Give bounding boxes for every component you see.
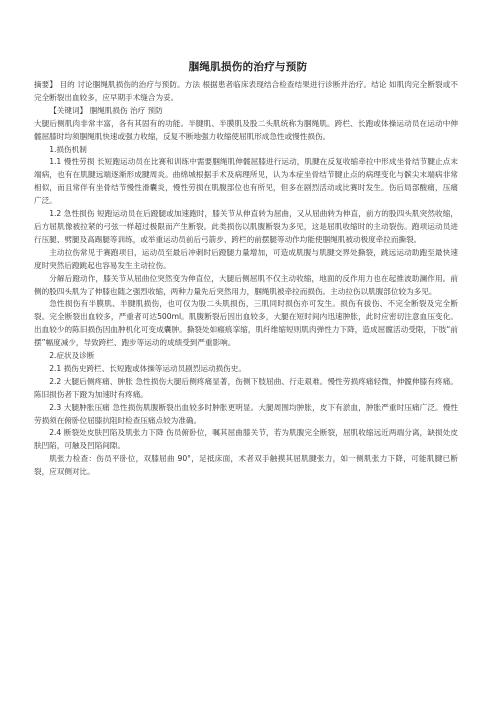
paragraph-tension-exam: 肌张力检查：伤员平卧位，双膝屈曲 90°，足抵床面，术者双手触摸其屈肌腱张力，如一侧肌张力下降，可能肌腱已断裂，应双侧对比。 <box>34 454 458 477</box>
paragraph-tenderness: 2.3 大腿肿胀压痛 急性损伤肌腹断裂出血较多时肿胀更明显。大腿周围均肿胀，皮下有淤血，肿胀严重时压痛广泛。慢性劳损须在俯卧位屈膝抗阻时检查压痛点较为准确。 <box>34 402 458 425</box>
paragraph-depression-tension: 2.4 断裂处皮肤凹陷及肌张力下降 伤员俯卧位，嘱其屈曲膝关节，若为肌腹完全断裂，屈肌收缩远近两端分离，缺损处皮肤凹陷，可触及凹陷间隙。 <box>34 428 458 451</box>
document-title: 腘绳肌损伤的治疗与预防 <box>188 61 308 73</box>
paragraph-chronic-strain: 1.1 慢性劳损 长短跑运动员在比赛和训练中需要腘绳肌伸髋屈膝进行运动，肌腱在反复收缩牵拉中形成坐骨结节腱止点末端病，也有在肌腱远端逐渐形成腱周炎。曲绵城根据手术及病理所见，认为本症坐骨结节腱止点的病理变化与髌尖末端病非常相似，而且常伴有坐骨结节慢性滑囊炎，慢性劳损在肌腹部位也有所见，但多在剧烈活动或比赛时发生。伤后局部酸痛，压痛广泛。 <box>34 157 458 206</box>
document-body <box>34 79 458 479</box>
keywords-line: 【关键词】 腘绳肌损伤 治疗 预防 <box>49 105 163 115</box>
paragraph-active-strain: 主动拉伤常见于赛跑项目，运动员至最后冲刺时后蹬腿力量增加，可造成肌腹与肌腱交界处撕裂，跳远运动助跑至最快速度时突然后蹬跳起也容易发生主动拉伤。 <box>34 247 458 270</box>
paragraph-injury-history: 2.1 损伤史跨栏、长短跑或体操等运动员剧烈运动损伤史。 <box>49 363 246 373</box>
paragraph-acute-injury: 1.2 急性损伤 短跑运动员在后蹬腿或加速跑时，膝关节从伸直转为屈曲，又从屈曲转为伸直，前方的股四头肌突然收缩，后方屈肌像被拉紧的弓弦一样超过极限而产生断裂。此类损伤以肌腹断裂为多见，这是屈肌收缩时的主动裂伤。跑项运动员进行压腿、劈腿及高踢腿等训练，或举重运动员前后弓箭步、跨栏的前摆腿等动作均能使腘绳肌被动极度牵拉而撕裂。 <box>34 209 458 244</box>
paragraph-acute-types: 急性损伤有半膜肌、半腱肌损伤，也可仅为股二头肌损伤，三肌同时损伤亦可发生。损伤有拔伤、不完全断裂及完全断裂。完全断裂出血较多，严重者可达500ml。肌腹断裂后因出血较多，大腿在短时间内迅速肿胀，此时应密切注意血压变化。出血较少的陈旧损伤因血肿机化可变成囊肿。撕裂处如瘢痕挛缩，肌纤维缩短则肌肉弹性力下降，造成屈髋活动受限，下肢“前摆”幅度减少，导致跨栏、跑步等运动的成绩受到严重影响。 <box>34 299 458 348</box>
abstract-paragraph: 摘要】 目的 讨论腘绳肌损伤的治疗与预防。方法 根据患者临床表现结合检查结果进行诊断并治疗。结论 如肌肉完全断裂或不完全断裂出血较多，应早期手术缝合为妥。 <box>34 80 458 102</box>
intro-paragraph: 大腿后侧肌肉非常丰富，各有其固有的功能。半腱肌、半膜肌及股二头肌统称为腘绳肌。跨栏、长跑或体操运动员在运动中伸髋屈膝时均须腘绳肌快速或强力收缩，反复不断地强力收缩使屈肌形成急性或慢性损伤。 <box>34 118 458 141</box>
paragraph-push-off-analysis: 分解后蹬动作，膝关节从屈曲位突然变为伸直位，大腿后侧屈肌不仅主动收缩，地面的反作用力也在起推波助澜作用。前侧的股四头肌为了伸膝也随之强烈收缩，两种力量先后突然用力，腘绳肌被牵拉而损伤。主动拉伤以肌腹部位较为多见。 <box>34 273 458 296</box>
section-heading-mechanism: 1.损伤机制 <box>49 144 87 154</box>
paragraph-pain-swelling: 2.2 大腿后侧疼痛、肿胀 急性损伤大腿后侧疼痛显著，伤侧下肢屈曲、行走艰难。慢性劳损疼痛轻微，伸髋伸膝有疼痛。陈旧损伤者下蹬为加速时有疼痛。 <box>34 376 458 399</box>
section-heading-diagnosis: 2.症状及诊断 <box>49 351 95 361</box>
